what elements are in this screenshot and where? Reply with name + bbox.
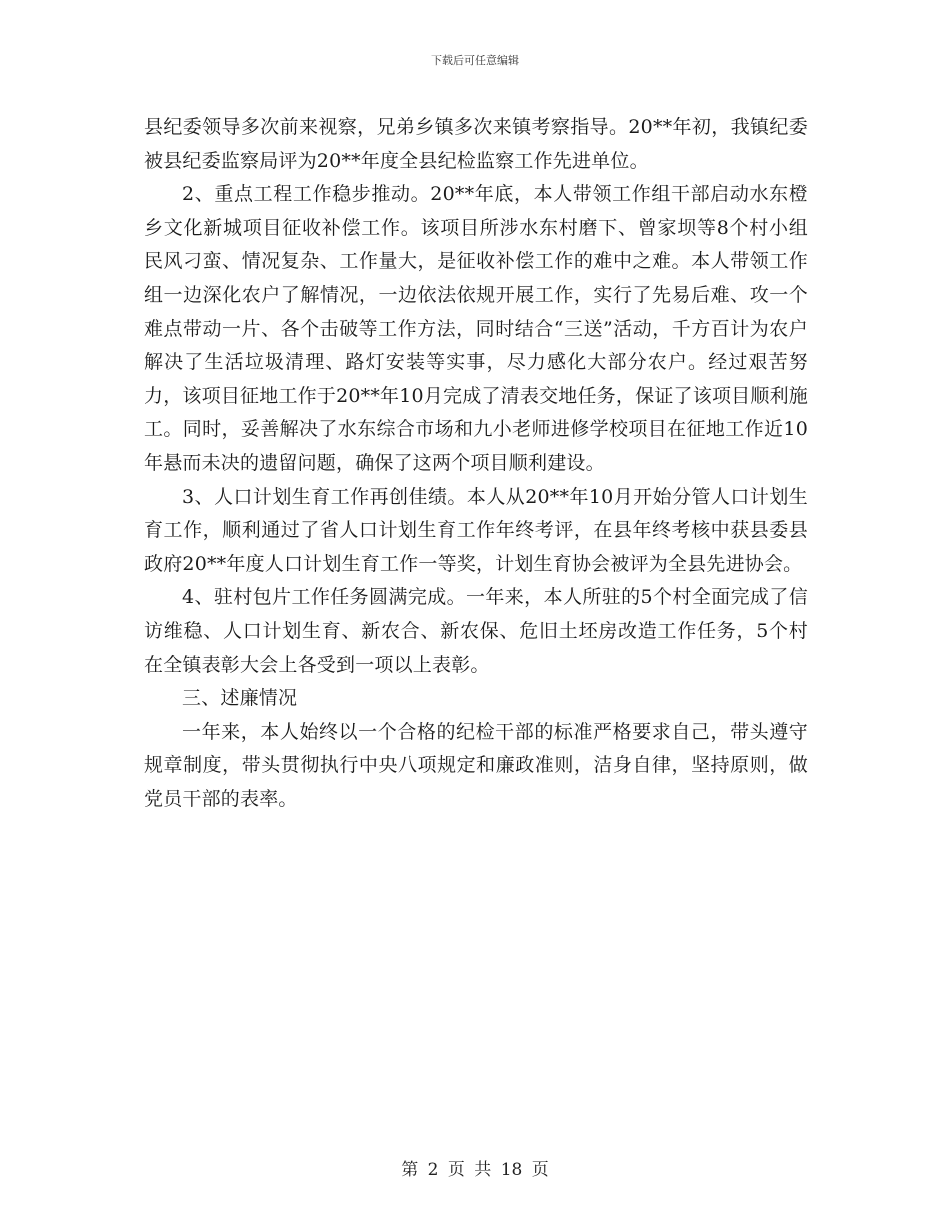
paragraph-village-work: 4、驻村包片工作任务圆满完成。一年来，本人所驻的5个村全面完成了信访维稳、人口计划生育、新农合、新农保、危旧土坯房改造工作任务，5个村在全镇表彰大会上各受到一项以上表彰。 — [144, 586, 808, 676]
page-header-note: 下载后可任意编辑 — [431, 54, 519, 67]
page-number: 第 2 页 共 18 页 — [401, 1160, 549, 1180]
paragraph-continuation: 县纪委领导多次前来视察，兄弟乡镇多次来镇考察指导。20**年初，我镇纪委被县纪委监察局评为20**年度全县纪检监察工作先进单位。 — [144, 116, 808, 172]
paragraph-key-projects: 2、重点工程工作稳步推动。20**年底，本人带领工作组干部启动水东橙乡文化新城项目征收补偿工作。该项目所涉水东村磨下、曾家坝等8个村小组民风刁蛮、情况复杂、工作量大，是征收补偿工作的难中之难。本人带领工作组一边深化农户了解情况，一边依法依规开展工作，实行了先易后难、攻一个难点带动一片、各个击破等工作方法，同时结合“三送”活动，千方百计为农户解决了生活垃圾清理、路灯安装等实事，尽力感化大部分农户。经过艰苦努力，该项目征地工作于20**年10月完成了清表交地任务，保证了该项目顺利施工。同时，妥善解决了水东综合市场和九小老师进修学校项目在征地工作近10年悬而未决的遗留问题，确保了这两个项目顺利建设。 — [144, 183, 808, 474]
paragraph-family-planning: 3、人口计划生育工作再创佳绩。本人从20**年10月开始分管人口计划生育工作，顺利通过了省人口计划生育工作年终考评，在县年终考核中获县委县政府20**年度人口计划生育工作一等奖，计划生育协会被评为全县先进协会。 — [144, 485, 808, 575]
section-heading-integrity: 三、述廉情况 — [182, 687, 298, 710]
paragraph-integrity: 一年来，本人始终以一个合格的纪检干部的标准严格要求自己，带头遵守规章制度，带头贯彻执行中央八项规定和廉政准则，洁身自律，坚持原则，做党员干部的表率。 — [144, 720, 808, 810]
document-body — [144, 111, 808, 816]
